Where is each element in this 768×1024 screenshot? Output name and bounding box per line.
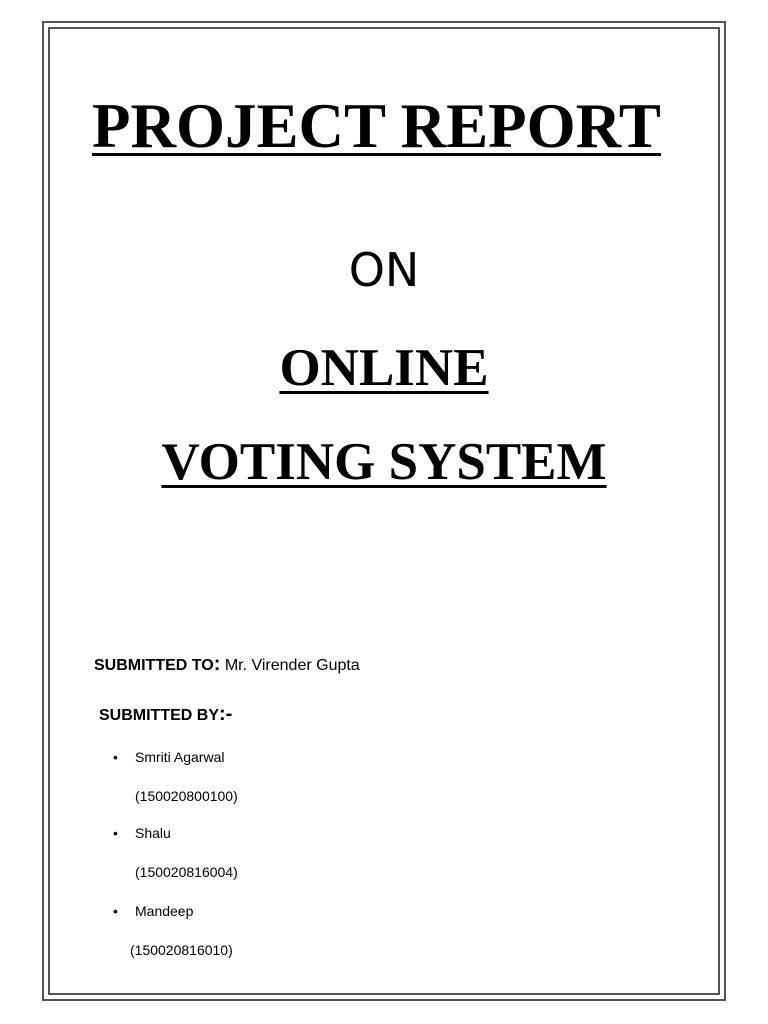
submitted-by-suffix: :- bbox=[219, 703, 233, 725]
member-name: Mandeep bbox=[135, 903, 194, 919]
member-roll-number: (150020800100) bbox=[135, 788, 238, 804]
project-subject-line-1: ONLINE bbox=[279, 339, 489, 397]
bullet-icon: • bbox=[113, 749, 118, 765]
submitted-to-colon: : bbox=[213, 653, 221, 675]
member-item bbox=[113, 823, 171, 843]
submitted-by bbox=[99, 702, 232, 728]
member-roll-number: (150020816004) bbox=[135, 864, 238, 880]
submitted-by-label: SUBMITTED BY bbox=[99, 707, 219, 724]
page-border-inner bbox=[48, 27, 720, 995]
member-name: Smriti Agarwal bbox=[135, 749, 225, 765]
report-title: PROJECT REPORT bbox=[92, 91, 661, 161]
project-subject-line-2: VOTING SYSTEM bbox=[161, 433, 607, 491]
bullet-icon: • bbox=[113, 825, 118, 841]
member-item bbox=[113, 747, 224, 767]
bullet-icon: • bbox=[113, 903, 118, 919]
member-name: Shalu bbox=[135, 825, 171, 841]
submitted-to bbox=[94, 652, 360, 678]
submitted-to-name: Mr. Virender Gupta bbox=[220, 657, 360, 674]
on-label: ON bbox=[348, 243, 420, 297]
member-roll-number: (150020816010) bbox=[130, 942, 233, 958]
member-item bbox=[113, 901, 193, 921]
submitted-to-label: SUBMITTED TO bbox=[94, 657, 214, 674]
